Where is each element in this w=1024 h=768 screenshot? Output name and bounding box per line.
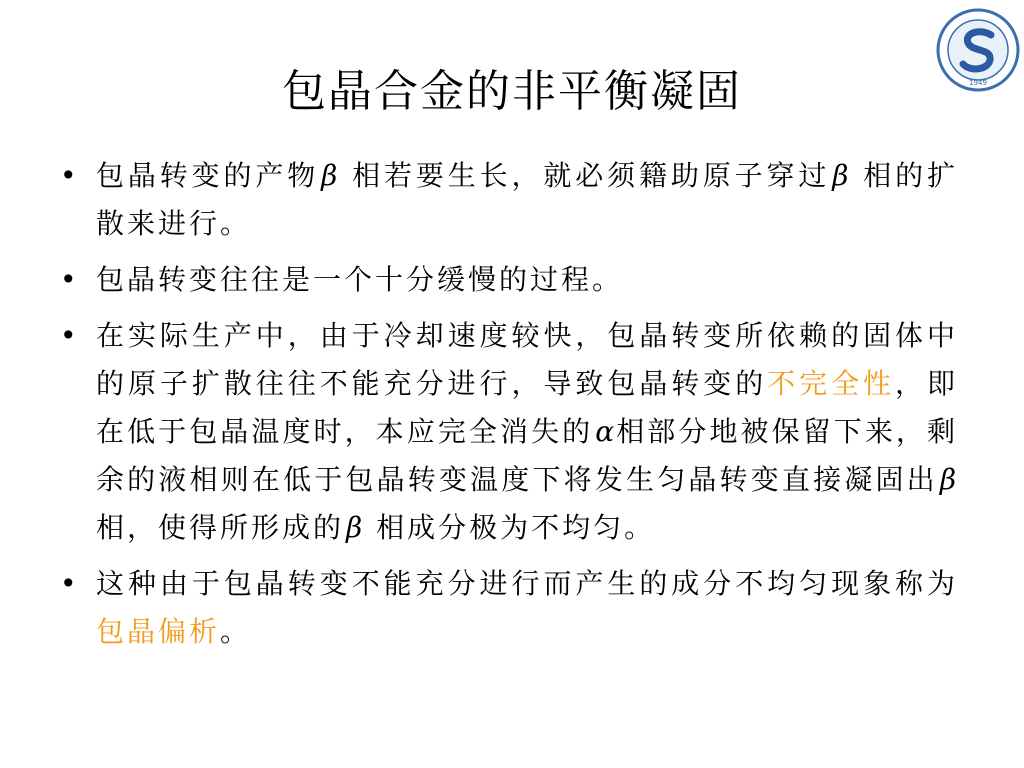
greek-symbol: β — [939, 463, 956, 496]
text-segment: 。 — [220, 615, 252, 648]
greek-symbol: β — [832, 159, 849, 192]
slide-title: 包晶合金的非平衡凝固 — [282, 66, 742, 117]
bullet-item — [58, 560, 958, 656]
bullet-icon: • — [60, 567, 80, 600]
text-segment: 相部分地被保留下来，剩余的液相则在低于包晶转变温度下将发生匀晶转变直接凝固出 — [96, 415, 958, 496]
bullet-icon: • — [60, 319, 80, 352]
greek-symbol: α — [595, 415, 615, 448]
bullet-icon: • — [60, 263, 80, 296]
bullet-list — [58, 152, 958, 664]
bullet-text — [96, 319, 958, 544]
text-segment: 在实际生产中，由于冷却速度较快，包晶转变所依赖的固体中的原子扩散往往不能充分进行，导致包晶转变的 — [96, 319, 958, 400]
highlighted-term: 包晶偏析 — [96, 615, 221, 648]
bullet-item — [58, 256, 958, 304]
bullet-text — [96, 159, 958, 240]
logo-year: 1949 — [969, 79, 987, 87]
greek-symbol: β — [346, 511, 363, 544]
text-segment: 这种由于包晶转变不能充分进行而产生的成分不均匀现象称为 — [96, 567, 958, 600]
text-segment: 包晶转变的产物 — [96, 159, 320, 192]
text-segment: 相若要生长，就必须籍助原子穿过 — [339, 159, 831, 192]
bullet-item — [58, 312, 958, 552]
bullet-icon: • — [60, 159, 80, 192]
text-segment: 相的扩散来进行。 — [96, 159, 958, 240]
highlighted-term: 不完全性 — [767, 367, 896, 400]
bullet-item — [58, 152, 958, 248]
bullet-text — [96, 263, 623, 296]
bullet-text — [96, 567, 958, 648]
greek-symbol: β — [321, 159, 338, 192]
text-segment: 包晶转变往往是一个十分缓慢的过程。 — [96, 263, 624, 296]
text-segment: ，即在低于包晶温度时，本应完全消失的 — [96, 367, 958, 448]
text-segment: 相，使得所形成的 — [96, 511, 345, 544]
text-segment: 相成分极为不均匀。 — [364, 511, 656, 544]
